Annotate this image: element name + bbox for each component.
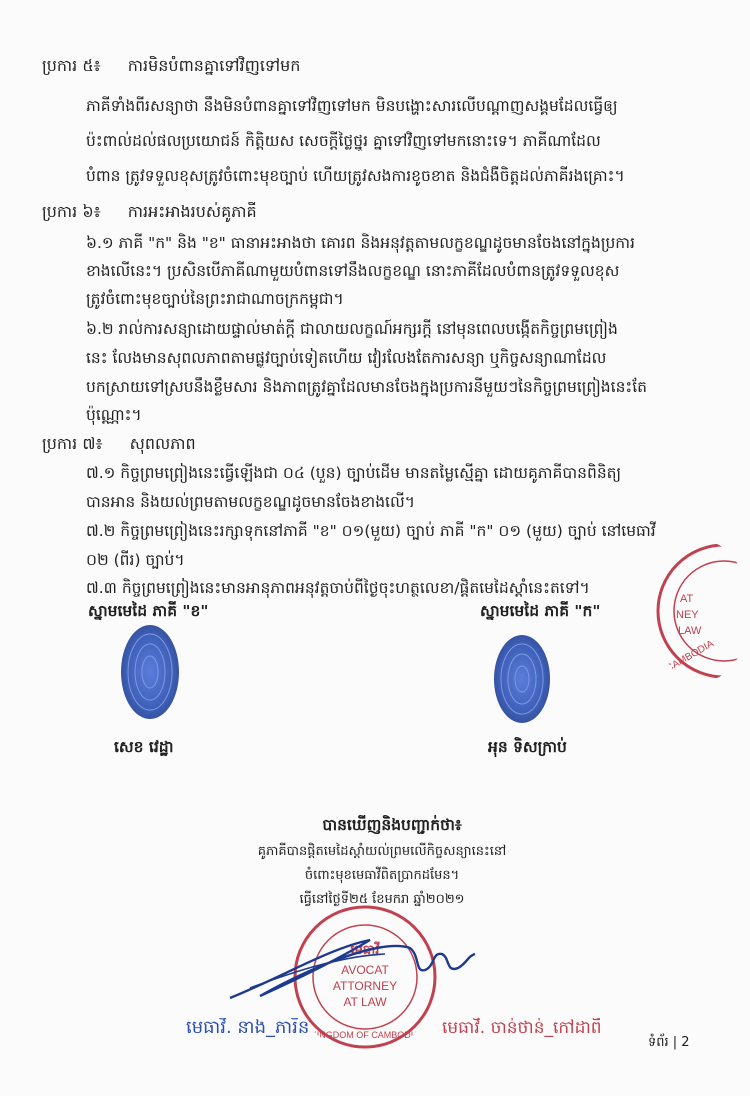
stamp-title: មេធាវី [350,943,380,958]
article-7-line: ៧.៣ កិច្ចព្រមព្រៀងនេះមានអានុភាពអនុវត្តចាប់ពីថ្ងៃចុះហត្ថលេខា/ផ្ដិតមេដៃស្ដាំនេះតទៅ។ [86,579,590,597]
article-7-number: ប្រការ ៧៖ [42,434,103,453]
article-5-line: បំពាន ត្រូវទទួលខុសត្រូវចំពោះមុខច្បាប់ ហើយត្រូវសងការខូចខាត និងជំងឺចិត្តដល់ភាគីរងគ្រោះ។ [86,167,625,185]
article-5-heading [42,56,542,76]
article-6-line: ៦.១ ភាគី "ក" និង "ខ" ធានាអះអាងថា គោរព និងអនុវត្តតាមលក្ខខណ្ឌដូចមានចែងនៅក្នុងប្រការ [86,234,635,252]
witness-date: ធ្វើនៅថ្ងៃទី២៥ ខែមករា ឆ្នាំ២០២១ [299,892,465,907]
article-6-line: ខាងលើនេះ។ ប្រសិនបើភាគីណាមួយបំពានទៅនឹងលក្ខខណ្ឌ នោះភាគីដែលបំពានត្រូវទទួលខុស [86,262,620,280]
party-b-thumbprint-label: ស្នាមមេដៃ ភាគី "ខ" [88,602,209,620]
article-7-line: ០២ (ពីរ) ច្បាប់។ [86,551,185,569]
witness-line: ចំពោះមុខមេធាវីពិតប្រាកដមែន។ [304,868,460,883]
stamp-text: AT LAW [343,995,387,1009]
stamp-ring-text: KINGDOM OF CAMBODIA [310,1030,420,1040]
article-7-heading [42,434,542,454]
article-5-number: ប្រការ ៥៖ [42,56,101,75]
lawyer-name-left: មេធាវី. នាង_ភារីន [186,1018,310,1038]
stamp-text: CAMBODIA [664,638,716,675]
stamp-text: NEY [676,609,699,621]
witness-heading: បានឃើញនិងបញ្ជាក់ថា៖ [322,816,462,834]
lawyer-signature [220,918,480,1008]
article-7-title: សុពលភាព [129,434,196,453]
page-number: ទំព័រ | 2 [648,1035,690,1050]
article-5-title: ការមិនបំពានគ្នាទៅវិញទៅមក [127,56,301,75]
article-6-line: នេះ លែងមានសុពលភាពតាមផ្លូវច្បាប់ទៀតហើយ វៀរលែងតែការសន្យា ឬកិច្ចសន្យាណាដែល [86,349,607,367]
article-6-line: ប៉ុណ្ណោះ។ [86,406,142,424]
article-7-line: ៧.១ កិច្ចព្រមព្រៀងនេះធ្វើឡើងជា ០៤ (បួន) ច្បាប់ដើម មានតម្លៃស្មើគ្នា ដោយគូភាគីបានពិនិត្យ [86,464,622,482]
lawyer-stamp-top-right [652,540,750,682]
stamp-text: ATTORNEY [332,979,398,993]
party-a-thumbprint [490,632,554,726]
article-6-line: ៦.២ រាល់ការសន្យាដោយផ្ទាល់មាត់ក្ដី ជាលាយលក្ខណ៍អក្សរក្ដី នៅមុនពេលបង្កើតកិច្ចព្រមព្រៀង [86,320,618,338]
party-a-thumbprint-label: ស្នាមមេដៃ ភាគី "ក" [480,602,601,620]
article-6-line: ត្រូវចំពោះមុខច្បាប់នៃព្រះរាជាណាចក្រកម្ពុជា។ [86,290,344,308]
party-b-name: សេខ វេដ្ឋា [114,738,174,756]
article-7-line: បានអាន និងយល់ព្រមតាមលក្ខខណ្ឌដូចមានចែងខាងលើ។ [86,493,415,511]
lawyer-name-right: មេធាវី. ចាន់ថាន់_កៅដាពី [442,1018,602,1038]
party-b-thumbprint [118,622,182,722]
article-6-heading [42,202,542,222]
party-a-name: អុន ទិសក្រាប់ [488,738,567,756]
stamp-text: AVOCAT [341,963,389,977]
article-6-line: បកស្រាយទៅស្របនឹងខ្លឹមសារ និងភាពត្រូវគ្នាដែលមានចែងក្នុងប្រការនីមួយៗនៃកិច្ចព្រមព្រៀងនេះតែ [86,378,647,396]
stamp-text: LAW [678,625,702,637]
witness-line: គូភាគីបានផ្ដិតមេដៃស្ដាំយល់ព្រមលើកិច្ចសន្យានេះនៅ [257,844,507,859]
article-6-number: ប្រការ ៦៖ [42,202,101,221]
stamp-text: AT [680,593,694,605]
article-6-title: ការអះអាងរបស់គូភាគី [127,202,257,221]
article-5-line: ភាគីទាំងពីរសន្យាថា នឹងមិនបំពានគ្នាទៅវិញទៅមក មិនបង្ហោះសារលើបណ្ដាញសង្គមដែលធ្វើឲ្យ [86,97,618,115]
article-7-line: ៧.២ កិច្ចព្រមព្រៀងនេះរក្សាទុកនៅភាគី "ខ" ០១(មួយ) ច្បាប់ ភាគី "ក" ០១ (មួយ) ច្បាប់ នៅមេធាវី [86,522,656,540]
article-5-line: ប៉ះពាល់ដល់ផលប្រយោជន៍ កិត្តិយស សេចក្ដីថ្លៃថ្នូរ គ្នាទៅវិញទៅមកនោះទេ។ ភាគីណាដែល [86,132,601,150]
